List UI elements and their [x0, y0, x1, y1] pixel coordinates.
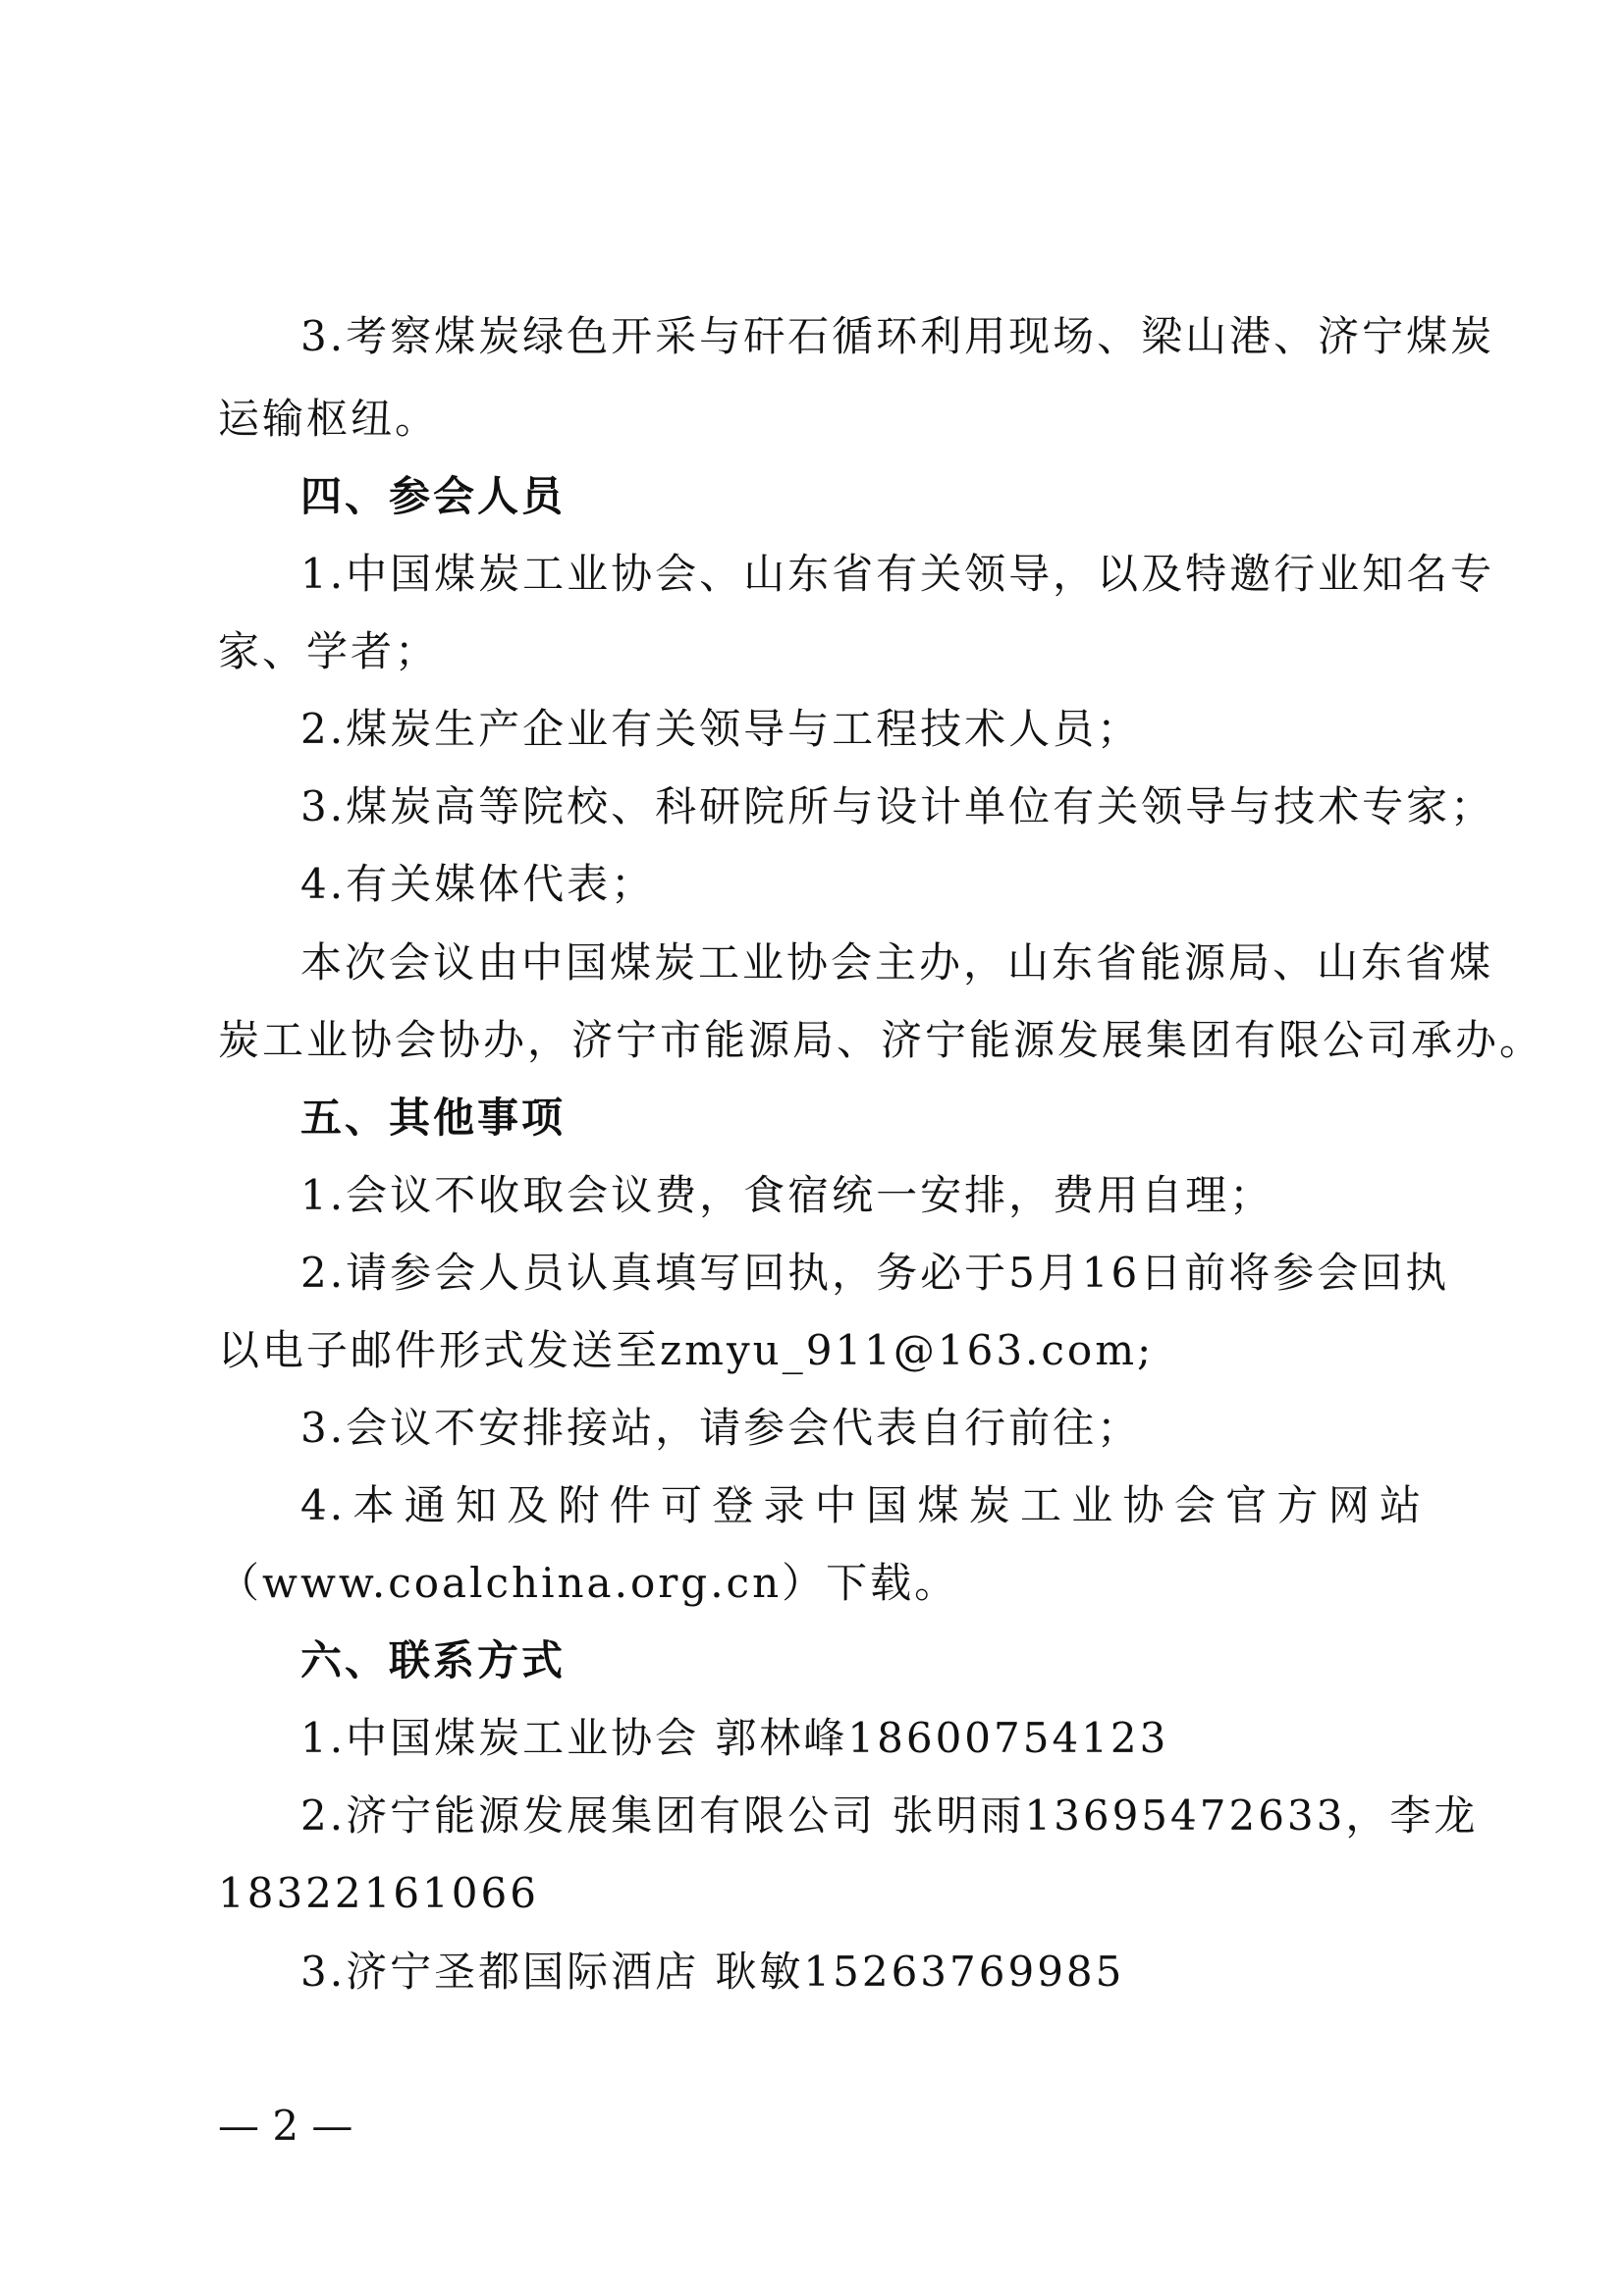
paragraph-line: 运输枢纽。 — [218, 395, 440, 443]
paragraph-line: 1.中国煤炭工业协会、山东省有关领导，以及特邀行业知名专 — [300, 550, 1495, 598]
section-heading: 四、参会人员 — [300, 472, 567, 520]
section-heading: 五、其他事项 — [300, 1094, 567, 1142]
section-heading: 六、联系方式 — [300, 1636, 567, 1684]
paragraph-line: 1.会议不收取会议费，食宿统一安排，费用自理； — [300, 1171, 1274, 1219]
paragraph-line: 1.中国煤炭工业协会 郭林峰18600754123 — [300, 1714, 1169, 1762]
page-number: — 2 — — [218, 2102, 353, 2150]
paragraph-line: 2.请参会人员认真填写回执，务必于5月16日前将参会回执 — [300, 1249, 1450, 1297]
paragraph-line: 炭工业协会协办，济宁市能源局、济宁能源发展集团有限公司承办。 — [218, 1016, 1544, 1064]
paragraph-line: 3.煤炭高等院校、科研院所与设计单位有关领导与技术专家； — [300, 782, 1495, 830]
paragraph-line: 4.本通知及附件可登录中国煤炭工业协会官方网站 — [300, 1481, 1424, 1529]
paragraph-line: 3.会议不安排接站，请参会代表自行前往； — [300, 1404, 1142, 1452]
paragraph-line: 3.考察煤炭绿色开采与矸石循环利用现场、梁山港、济宁煤炭 — [300, 312, 1495, 360]
paragraph-line: 2.煤炭生产企业有关领导与工程技术人员； — [300, 705, 1142, 753]
paragraph-line: 4.有关媒体代表； — [300, 860, 656, 908]
paragraph-line: 家、学者； — [218, 627, 440, 675]
paragraph-line: 3.济宁圣都国际酒店 耿敏15263769985 — [300, 1948, 1125, 1996]
paragraph-line: 18322161066 — [218, 1869, 539, 1917]
paragraph-line: 本次会议由中国煤炭工业协会主办，山东省能源局、山东省煤 — [300, 938, 1494, 987]
paragraph-line: 2.济宁能源发展集团有限公司 张明雨13695472633，李龙 — [300, 1791, 1479, 1840]
paragraph-line: 以电子邮件形式发送至zmyu_911@163.com; — [218, 1326, 1155, 1374]
paragraph-line: （www.coalchina.org.cn）下载。 — [218, 1559, 959, 1607]
